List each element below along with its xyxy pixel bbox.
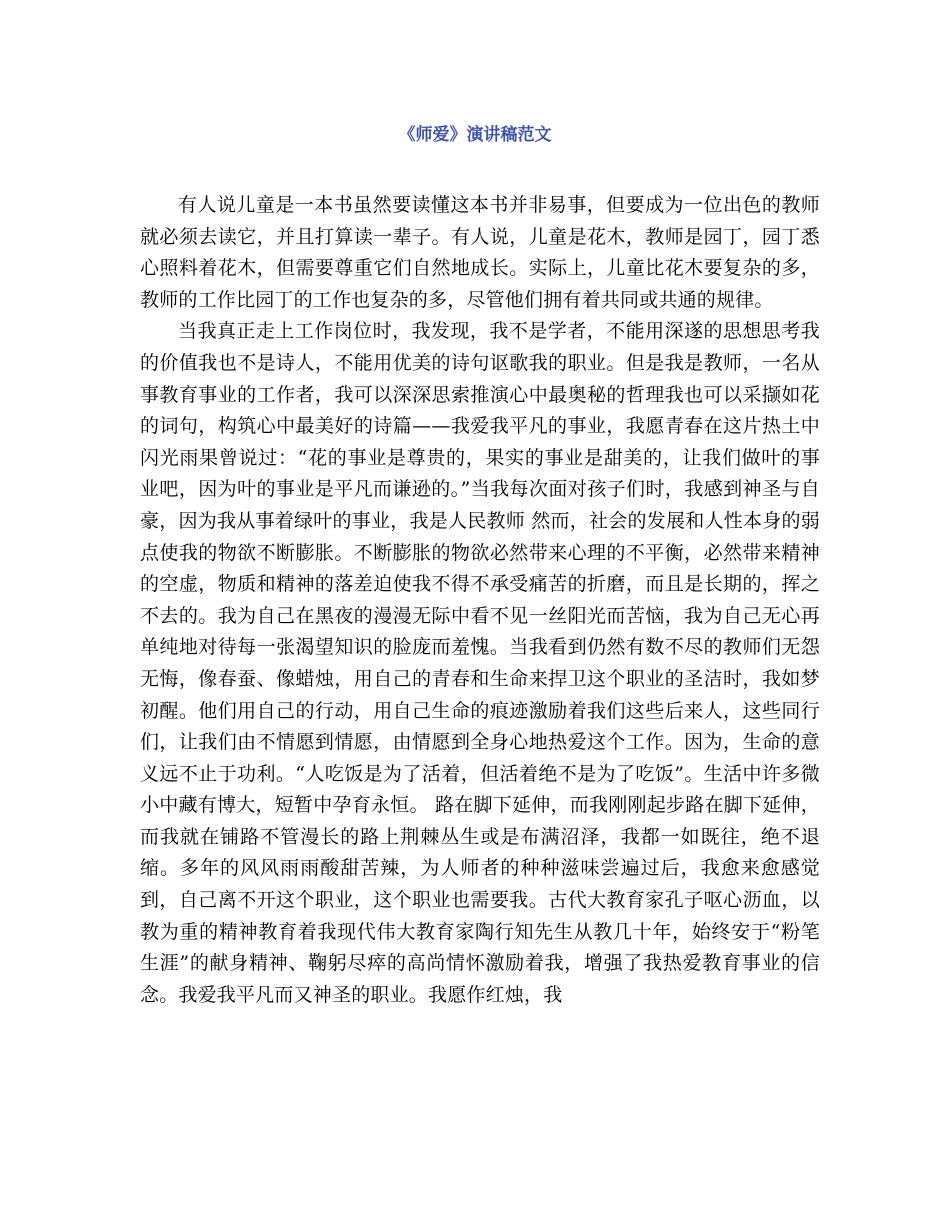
document-title: 《师爱》演讲稿范文 — [398, 125, 552, 145]
document-body — [140, 190, 820, 1011]
paragraph-1: 有人说儿童是一本书虽然要读懂这本书并非易事，但要成为一位出色的教师就必须去读它，并且打算读一辈子。有人说，儿童是花木，教师是园丁，园丁悉心照料着花木，但需要尊重它们自然地成长。实际上，儿童比花木要复杂的多，教师的工作比园丁的工作也复杂的多，尽管他们拥有着共同或共通的规律。 — [140, 194, 820, 311]
paragraph-2: 当我真正走上工作岗位时，我发现，我不是学者，不能用深遂的思想思考我的价值我也不是诗人，不能用优美的诗句讴歌我的职业。但是我是教师，一名从事教育事业的工作者，我可以深深思索推演心中最奥秘的哲理我也可以采撷如花的词句，构筑心中最美好的诗篇——我爱我平凡的事业，我愿青春在这片热土中闪光雨果曾说过：“花的事业是尊贵的，果实的事业是甜美的，让我们做叶的事业吧，因为叶的事业是平凡而谦逊的。”当我每次面对孩子们时，我感到神圣与自豪，因为我从事着绿叶的事业，我是人民教师 然而，社会的发展和人性本身的弱点使我的物欲不断膨胀。不断膨胀的物欲必然带来心理的不平衡，必然带来精神的空虚，物质和精神的落差迫使我不得不承受痛苦的折磨，而且是长期的，挥之不去的。我为自己在黑夜的漫漫无际中看不见一丝阳光而苦恼，我为自己无心再单纯地对待每一张渴望知识的脸庞而羞愧。当我看到仍然有数不尽的教师们无怨无悔，像春蚕、像蜡烛，用自己的青春和生命来捍卫这个职业的圣洁时，我如梦初醒。他们用自己的行动，用自己生命的痕迹激励着我们这些后来人，这些同行们，让我们由不情愿到情愿，由情愿到全身心地热爱这个工作。因为，生命的意义远不止于功利。“人吃饭是为了活着，但活着绝不是为了吃饭”。生活中许多微小中藏有博大，短暂中孕育永恒。 路在脚下延伸，而我刚刚起步路在脚下延伸，而我就在铺路不管漫长的路上荆棘丛生或是布满沼泽，我都一如既往，绝不退缩。多年的风风雨雨酸甜苦辣，为人师者的种种滋味尝遍过后，我愈来愈感觉到，自己离不开这个职业，这个职业也需要我。古代大教育家孔子呕心沥血，以教为重的精神教育着我现代伟大教育家陶行知先生从教几十年，始终安于“粉笔生涯”的献身精神、鞠躬尽瘁的高尚情怀激励着我，增强了我热爱教育事业的信念。我爱我平凡而又神圣的职业。我愿作红烛，我 — [140, 320, 820, 1006]
